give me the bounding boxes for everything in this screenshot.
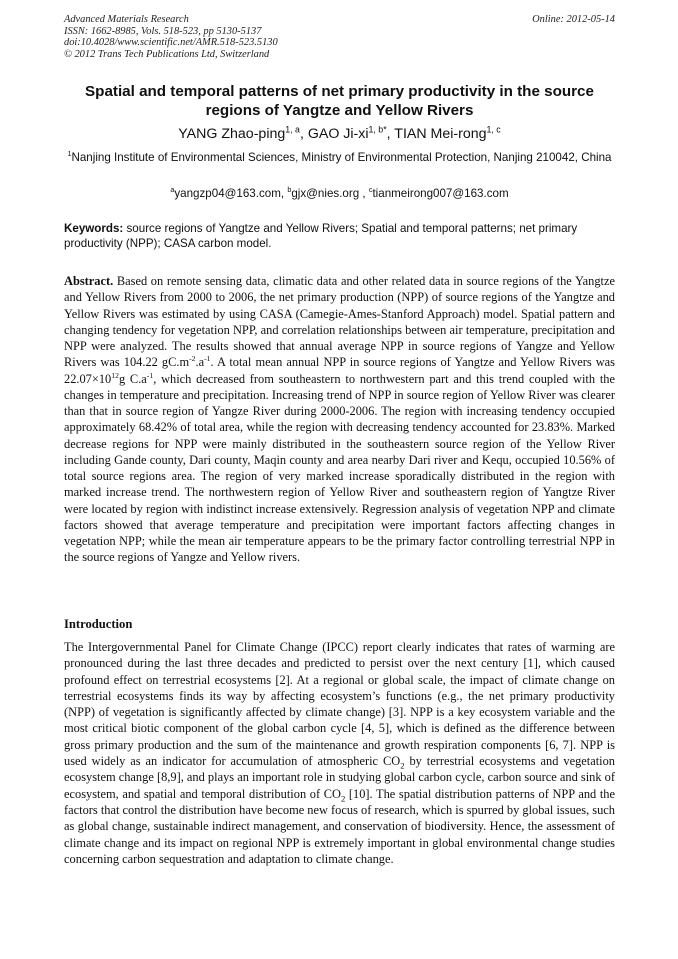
abstract-superscript: 12 <box>111 370 119 380</box>
introduction-text: [10]. The spatial distribution patterns of NPP and the factors that control the distribution have become new focus of research, which is spurred by global issues, such as global change, sustainable indirect management, and conservation of biodiversity. Hence, the assessment of climate change and its impact on regional NPP is extremely important in global environmental change studies concerning carbon sequestration and adaptation to climate change. <box>64 786 616 866</box>
author-superscript: 1, b* <box>368 124 387 135</box>
author-superscript: 1, c <box>486 124 501 135</box>
abstract-text: g C.a <box>118 371 147 386</box>
paper-title: Spatial and temporal patterns of net primary productivity in the source regions of Yangtze and Yellow Rivers <box>85 83 594 119</box>
affiliation <box>64 150 615 165</box>
introduction-text: The Intergovernmental Panel for Climate Change (IPCC) report clearly indicates that rates of warming are pronounced during the last three decades and predicted to persist over the next century [1], which caused profound effect on terrestrial ecosystems [2]. At a regional or global scale, the impact of climate change on terrestrial ecosystems finds its way by affecting ecosystem’s functions (e.g., the net primary productivity (NPP) of vegetation is significantly affected by climate change) [3]. NPP is a key ecosystem variable and the most critical biotic component of the global carbon cycle [4, 5], which is defined as the difference between gross primary production and the sum of the maintenance and growth respiration components [6, 7]. NPP is used widely as an indicator for accumulation of atmospheric CO <box>64 640 615 769</box>
abstract-superscript: -1 <box>204 354 211 364</box>
journal-doi: doi:10.4028/www.scientific.net/AMR.518-523.5130 <box>64 37 278 49</box>
email-separator: , <box>359 187 369 200</box>
email-address: tianmeirong007@163.com <box>372 187 509 200</box>
affiliation-text: Nanjing Institute of Environmental Sciences, Ministry of Environmental Protection, Nanjing 210042, China <box>71 151 612 164</box>
abstract-text: . A total mean annual NPP in source regions of Yangtze and Yellow Rivers was 22.07×10 <box>64 355 615 386</box>
email-address: yangzp04@163.com <box>174 187 281 200</box>
keywords-label: Keywords: <box>64 222 124 235</box>
author-name: TIAN Mei-rong <box>394 126 487 142</box>
email-separator: , <box>280 187 288 200</box>
author-name: GAO Ji-xi <box>307 126 369 142</box>
introduction-subscript: 2 <box>400 760 405 771</box>
journal-copyright: © 2012 Trans Tech Publications Ltd, Switzerland <box>64 48 270 60</box>
journal-header <box>64 14 615 60</box>
abstract-text: Based on remote sensing data, climatic data and other related data in source regions of the Yangtze and Yellow Rivers from 2000 to 2006, the net primary production (NPP) of source regions of the Yangtze and Yellow Rivers was estimated by using CASA (Camegie-Ames-Stanford Approach) model. Spatial pattern and changing tendency for vegetation NPP, and correlation relationships between air temperature, precipitation and NPP were analyzed. The results showed that annual average NPP in source regions of Yangze and Yellow Rivers was 104.22 gC.m <box>64 274 615 370</box>
abstract-superscript: -2 <box>189 354 196 364</box>
introduction-subscript: 2 <box>340 793 346 804</box>
introduction-paragraph <box>64 639 615 867</box>
email-superscript: a <box>170 185 175 195</box>
author-separator: , <box>299 126 308 142</box>
abstract-superscript: -1 <box>146 370 154 380</box>
email-list <box>64 186 615 201</box>
abstract <box>64 273 615 566</box>
abstract-text: .a <box>195 355 205 370</box>
journal-name: Advanced Materials Research <box>64 14 189 25</box>
online-date: Online: 2012-05-14 <box>532 14 615 25</box>
author-name: YANG Zhao-ping <box>178 126 286 142</box>
email-superscript: b <box>287 185 292 195</box>
email-address: gjx@nies.org <box>291 187 360 200</box>
email-superscript: c <box>368 185 373 195</box>
author-superscript: 1, a <box>285 124 300 135</box>
affiliation-superscript: 1 <box>67 149 72 159</box>
author-separator: , <box>386 126 395 142</box>
keywords-text: source regions of Yangtze and Yellow Rivers; Spatial and temporal patterns; net primary productivity (NPP); CASA carbon model. <box>64 222 578 250</box>
abstract-label: Abstract. <box>64 274 114 288</box>
section-heading-introduction: Introduction <box>64 617 133 631</box>
author-list <box>64 125 615 143</box>
abstract-text: , which decreased from southeastern to northwestern part and this trend coupled with the changes in temperature and precipitation. Increasing trend of NPP in source region of Yellow River was clearer than that in source region of Yangze River during 2000-2006. The region with increasing tendency occupied approximately 68.42% of total area, while the region with decreasing tendency accounted for 23.83%. Marked decrease regions for NPP were mainly distributed in the southeastern source region of the Yellow River including Gande county, Dari county, Maqin county and area nearby Dari river and Kequ, occupied 10.56% of total source regions area. The region of very marked increase sporadically distributed in the region with marked increase trend. The northwestern region of Yellow River and southeastern region of Yangtze River were located by region with indistinct increase extensively. Regression analysis of vegetation NPP and climate factors showed that average temperature and precipitation were important factors affecting changes in vegetation NPP; while the mean air temperature appears to be the primary factor controlling terrestrial NPP in the source regions of Yangze and Yellow rivers. <box>64 371 616 565</box>
journal-issn: ISSN: 1662-8985, Vols. 518-523, pp 5130-5137 <box>64 25 262 37</box>
introduction-text: by terrestrial ecosystems and vegetation ecosystem change [8,9], and plays an important role in studying global carbon cycle, carbon source and sink of ecosystem, and spatial and temporal distribution of CO <box>64 754 615 801</box>
keywords <box>64 222 615 251</box>
